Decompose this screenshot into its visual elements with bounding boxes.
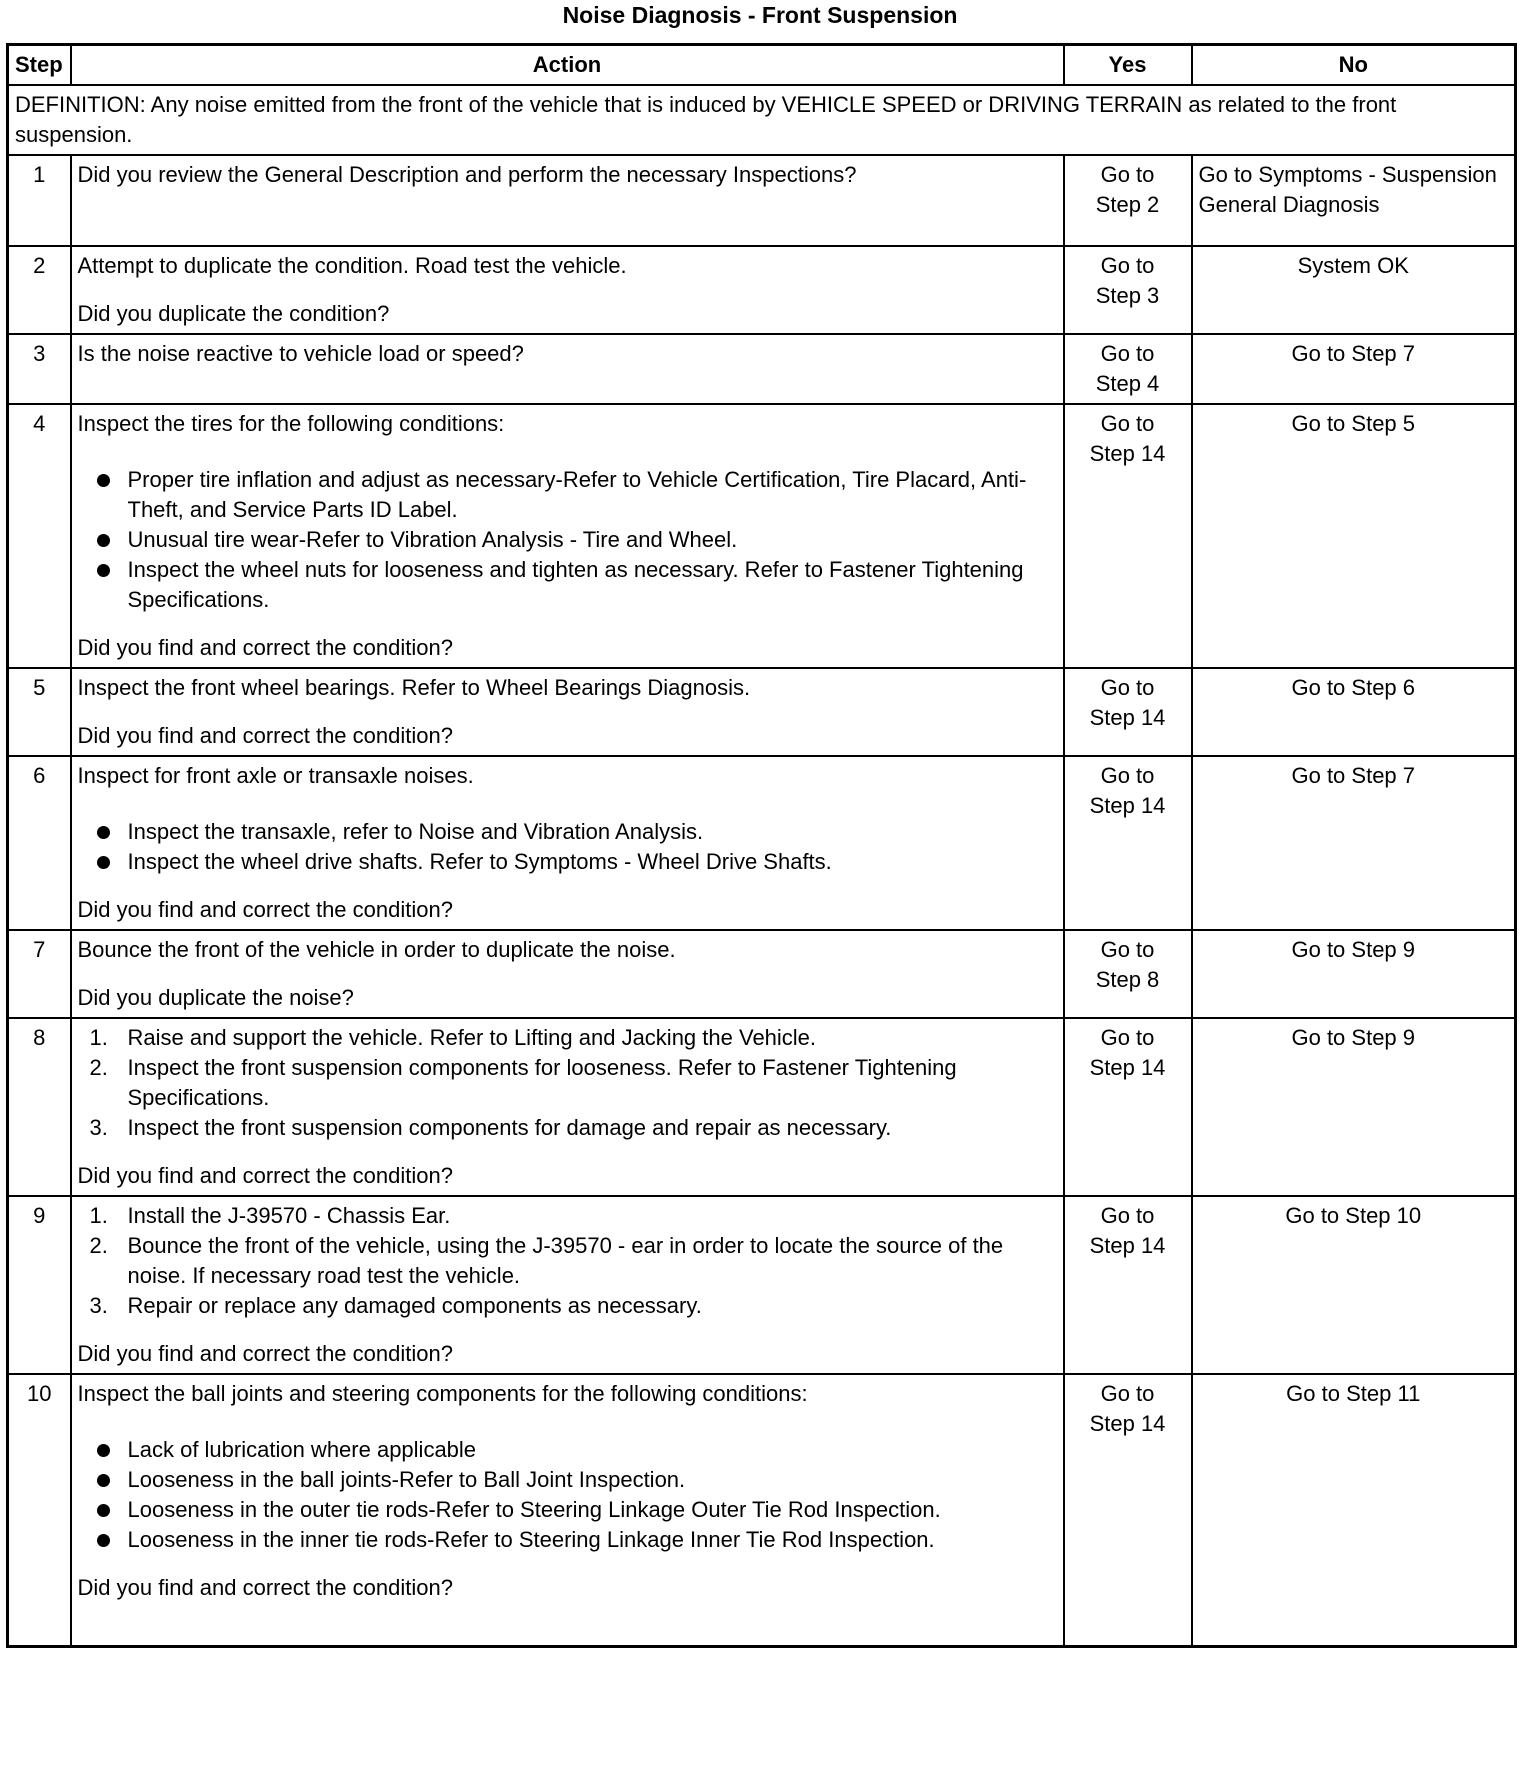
yes-result	[1064, 155, 1192, 246]
action-question: Did you find and correct the condition?	[77, 723, 453, 748]
yes-line: Go to	[1100, 1025, 1155, 1050]
header-row	[8, 45, 1516, 86]
action-question: Did you find and correct the condition?	[77, 1575, 453, 1600]
item-text: Bounce the front of the vehicle, using the J-39570 - ear in order to locate the source of the noise. If necessary road test the vehicle.	[127, 1233, 1004, 1288]
action-instruction: Attempt to duplicate the condition. Road test the vehicle.	[77, 253, 627, 278]
numbered-item	[78, 1231, 1057, 1291]
bullet-item: Proper tire inflation and adjust as necessary-Refer to Vehicle Certification, Tire Placard, Anti-Theft, and Service Parts ID Label.	[78, 465, 1057, 525]
yes-line: Step 14	[1089, 1055, 1166, 1080]
definition-text: DEFINITION: Any noise emitted from the front of the vehicle that is induced by VEHICLE SPEED or DRIVING TERRAIN as related to the front suspension.	[8, 85, 1516, 155]
yes-line: Step 8	[1095, 967, 1160, 992]
action-instruction: Inspect the front wheel bearings. Refer to Wheel Bearings Diagnosis.	[77, 675, 751, 700]
step-number: 8	[8, 1018, 71, 1196]
spacer	[78, 1555, 1057, 1573]
action-cell	[71, 668, 1064, 756]
action-instruction: Inspect for front axle or transaxle noises.	[77, 763, 474, 788]
action-question: Did you find and correct the condition?	[77, 1341, 453, 1366]
diagnosis-table	[6, 43, 1517, 1648]
yes-line: Go to	[1100, 162, 1155, 187]
yes-line: Step 4	[1095, 371, 1160, 396]
no-result: Go to Symptoms - Suspension General Diagnosis	[1192, 155, 1516, 246]
step-row	[8, 404, 1516, 668]
step-number: 5	[8, 668, 71, 756]
yes-result	[1064, 930, 1192, 1018]
bullet-item: Inspect the wheel nuts for looseness and tighten as necessary. Refer to Fastener Tightening Specifications.	[78, 555, 1057, 615]
step-row	[8, 756, 1516, 930]
no-result: Go to Step 7	[1192, 334, 1516, 404]
action-instruction: Inspect the tires for the following conditions:	[77, 411, 505, 436]
step-row	[8, 1018, 1516, 1196]
item-number: 1.	[89, 1203, 108, 1228]
item-text: Raise and support the vehicle. Refer to Lifting and Jacking the Vehicle.	[127, 1025, 817, 1050]
item-text: Inspect the front suspension components for looseness. Refer to Fastener Tightening Specifications.	[127, 1055, 957, 1110]
action-question: Did you duplicate the noise?	[77, 985, 354, 1010]
yes-line: Go to	[1100, 411, 1155, 436]
yes-line: Go to	[1100, 1203, 1155, 1228]
action-question: Did you find and correct the condition?	[77, 635, 453, 660]
yes-result	[1064, 246, 1192, 334]
numbered-item	[78, 1201, 1057, 1231]
spacer	[78, 877, 1057, 895]
item-text: Repair or replace any damaged components as necessary.	[127, 1293, 702, 1318]
no-result: Go to Step 9	[1192, 1018, 1516, 1196]
bullet-item: Looseness in the inner tie rods-Refer to Steering Linkage Inner Tie Rod Inspection.	[78, 1525, 1057, 1555]
step-number: 7	[8, 930, 71, 1018]
bullet-list	[78, 1435, 1057, 1555]
action-cell	[71, 1018, 1064, 1196]
step-number: 3	[8, 334, 71, 404]
yes-result	[1064, 668, 1192, 756]
yes-line: Step 3	[1095, 283, 1160, 308]
bullet-item: Lack of lubrication where applicable	[78, 1435, 1057, 1465]
no-result: Go to Step 5	[1192, 404, 1516, 668]
action-cell	[71, 1374, 1064, 1646]
action-cell	[71, 404, 1064, 668]
action-instruction: Is the noise reactive to vehicle load or speed?	[77, 341, 524, 366]
action-question: Did you find and correct the condition?	[77, 1163, 453, 1188]
step-row	[8, 1196, 1516, 1374]
step-row	[8, 1374, 1516, 1646]
item-number: 2.	[89, 1055, 108, 1080]
numbered-item	[78, 1023, 1057, 1053]
item-number: 2.	[89, 1233, 108, 1258]
header-step: Step	[8, 45, 71, 86]
bullet-item: Inspect the wheel drive shafts. Refer to Symptoms - Wheel Drive Shafts.	[78, 847, 1057, 877]
action-cell	[71, 756, 1064, 930]
action-cell	[71, 155, 1064, 246]
step-row	[8, 334, 1516, 404]
no-result: Go to Step 10	[1192, 1196, 1516, 1374]
yes-line: Step 14	[1089, 1233, 1166, 1258]
page-title: Noise Diagnosis - Front Suspension	[562, 2, 958, 28]
spacer	[78, 965, 1057, 983]
yes-line: Step 14	[1089, 705, 1166, 730]
numbered-item	[78, 1053, 1057, 1113]
bullet-item: Looseness in the ball joints-Refer to Ball Joint Inspection.	[78, 1465, 1057, 1495]
yes-line: Go to	[1100, 341, 1155, 366]
step-number: 1	[8, 155, 71, 246]
yes-line: Step 14	[1089, 441, 1166, 466]
spacer	[78, 1143, 1057, 1161]
item-text: Inspect the front suspension components for damage and repair as necessary.	[127, 1115, 892, 1140]
yes-line: Step 14	[1089, 793, 1166, 818]
numbered-list	[78, 1201, 1057, 1321]
yes-result	[1064, 334, 1192, 404]
yes-result	[1064, 756, 1192, 930]
yes-line: Go to	[1100, 763, 1155, 788]
item-text: Install the J-39570 - Chassis Ear.	[127, 1203, 451, 1228]
numbered-list	[78, 1023, 1057, 1143]
no-result: Go to Step 6	[1192, 668, 1516, 756]
spacer	[78, 703, 1057, 721]
step-number: 9	[8, 1196, 71, 1374]
no-result: System OK	[1192, 246, 1516, 334]
no-result: Go to Step 7	[1192, 756, 1516, 930]
step-row	[8, 155, 1516, 246]
item-number: 3.	[89, 1293, 108, 1318]
header-yes: Yes	[1064, 45, 1192, 86]
spacer	[78, 1321, 1057, 1339]
spacer	[78, 791, 1057, 817]
no-result: Go to Step 11	[1192, 1374, 1516, 1646]
action-instruction: Inspect the ball joints and steering components for the following conditions:	[77, 1381, 808, 1406]
bullet-item: Looseness in the outer tie rods-Refer to Steering Linkage Outer Tie Rod Inspection.	[78, 1495, 1057, 1525]
action-question: Did you duplicate the condition?	[77, 301, 390, 326]
step-row	[8, 668, 1516, 756]
bullet-list	[78, 465, 1057, 615]
yes-result	[1064, 1018, 1192, 1196]
yes-line: Go to	[1100, 937, 1155, 962]
yes-result	[1064, 404, 1192, 668]
spacer	[78, 439, 1057, 465]
bullet-list	[78, 817, 1057, 877]
action-cell	[71, 334, 1064, 404]
action-cell	[71, 930, 1064, 1018]
yes-line: Step 2	[1095, 192, 1160, 217]
header-no: No	[1192, 45, 1516, 86]
yes-line: Step 14	[1089, 1411, 1166, 1436]
spacer	[78, 1409, 1057, 1435]
step-row	[8, 246, 1516, 334]
numbered-item	[78, 1113, 1057, 1143]
spacer	[78, 281, 1057, 299]
action-cell	[71, 1196, 1064, 1374]
yes-line: Go to	[1100, 253, 1155, 278]
step-row	[8, 930, 1516, 1018]
step-number: 2	[8, 246, 71, 334]
spacer	[78, 615, 1057, 633]
yes-line: Go to	[1100, 675, 1155, 700]
step-number: 10	[8, 1374, 71, 1646]
action-instruction: Bounce the front of the vehicle in order to duplicate the noise.	[77, 937, 676, 962]
yes-result	[1064, 1196, 1192, 1374]
bullet-item: Inspect the transaxle, refer to Noise and Vibration Analysis.	[78, 817, 1057, 847]
bullet-item: Unusual tire wear-Refer to Vibration Analysis - Tire and Wheel.	[78, 525, 1057, 555]
no-result: Go to Step 9	[1192, 930, 1516, 1018]
yes-result	[1064, 1374, 1192, 1646]
item-number: 3.	[89, 1115, 108, 1140]
action-cell	[71, 246, 1064, 334]
action-instruction: Did you review the General Description and perform the necessary Inspections?	[77, 162, 857, 187]
action-question: Did you find and correct the condition?	[77, 897, 453, 922]
yes-line: Go to	[1100, 1381, 1155, 1406]
step-number: 6	[8, 756, 71, 930]
step-number: 4	[8, 404, 71, 668]
numbered-item	[78, 1291, 1057, 1321]
item-number: 1.	[89, 1025, 108, 1050]
header-action: Action	[71, 45, 1064, 86]
definition-row	[8, 85, 1516, 155]
